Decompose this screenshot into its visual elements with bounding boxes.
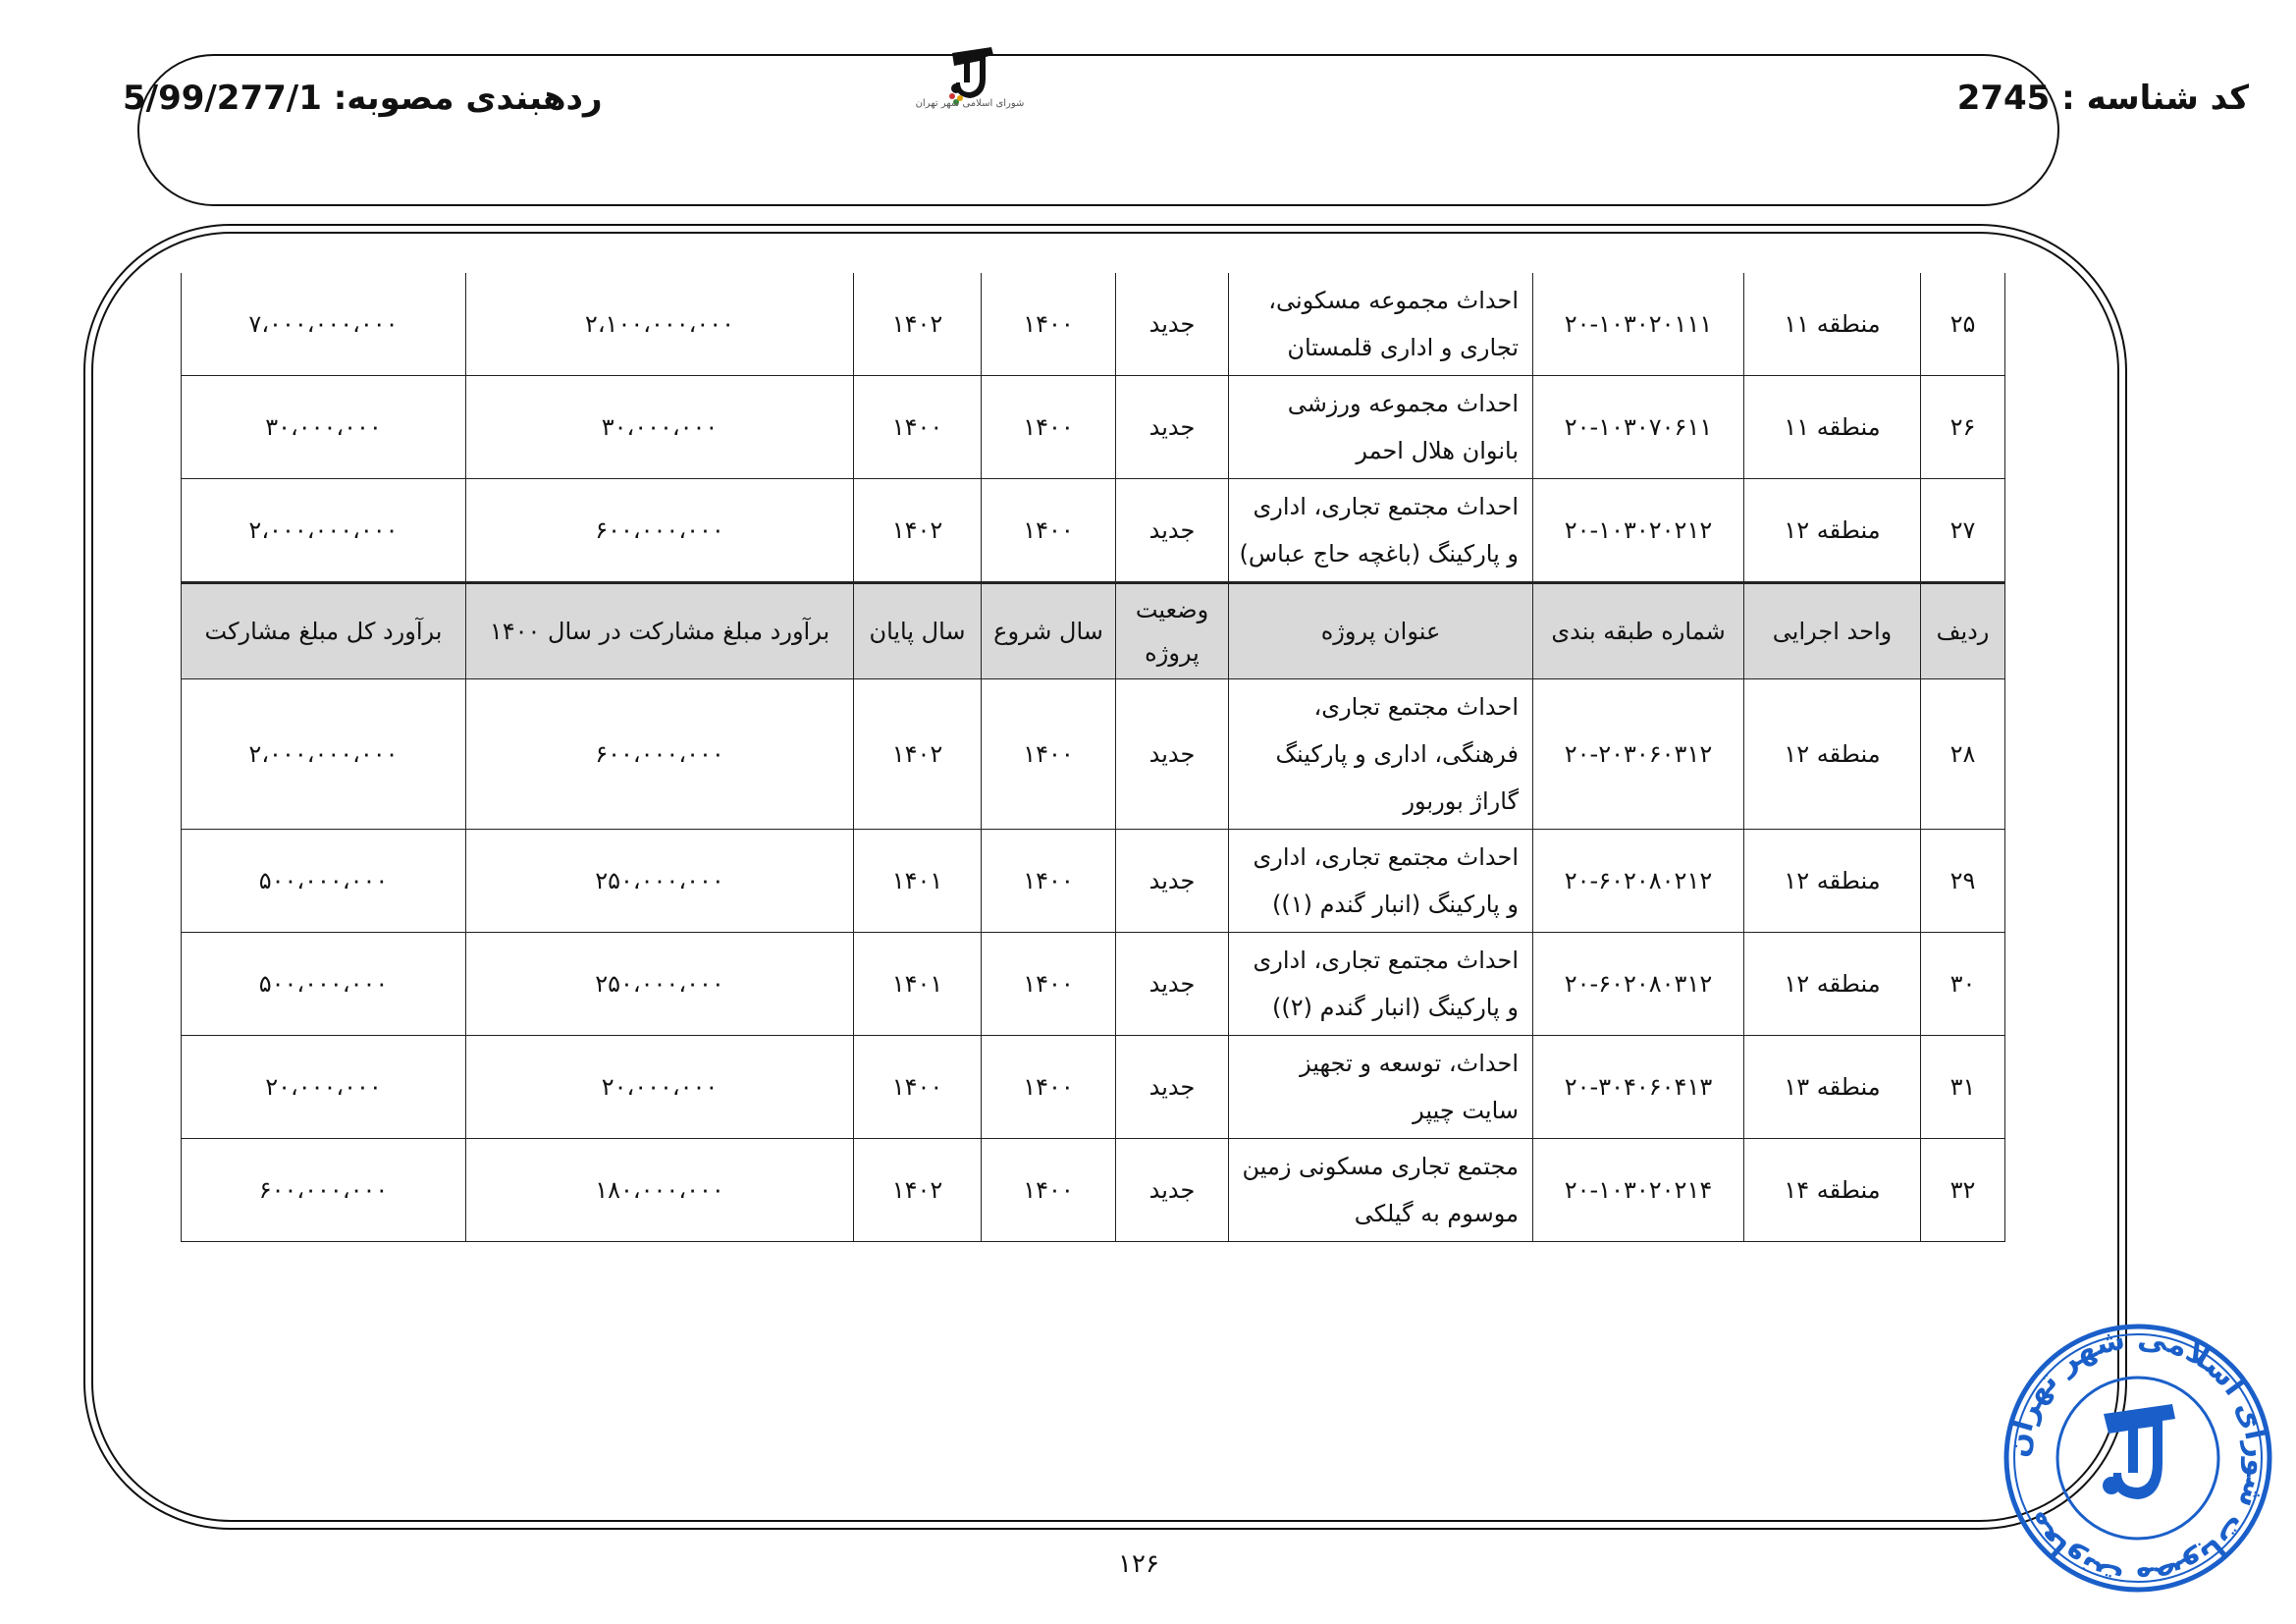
cell-amount-1400: ۲۵۰،۰۰۰،۰۰۰ bbox=[466, 933, 854, 1036]
cell-end: ۱۴۰۲ bbox=[854, 479, 982, 583]
cell-end: ۱۴۰۰ bbox=[854, 1036, 982, 1139]
cell-amount-1400: ۶۰۰،۰۰۰،۰۰۰ bbox=[466, 679, 854, 830]
cell-amount-1400: ۶۰۰،۰۰۰،۰۰۰ bbox=[466, 479, 854, 583]
cell-row: ۲۷ bbox=[1921, 479, 2005, 583]
cell-status: جدید bbox=[1116, 273, 1229, 376]
cell-code: ۲۰-۶۰۲۰۸۰۲۱۲ bbox=[1533, 830, 1744, 933]
cell-amount-1400: ۱۸۰،۰۰۰،۰۰۰ bbox=[466, 1139, 854, 1242]
page-number: ۱۲۶ bbox=[1118, 1549, 1159, 1579]
cell-amount-1400: ۲،۱۰۰،۰۰۰،۰۰۰ bbox=[466, 273, 854, 376]
cell-row: ۲۶ bbox=[1921, 376, 2005, 479]
cell-start: ۱۴۰۰ bbox=[982, 830, 1116, 933]
cell-total: ۲،۰۰۰،۰۰۰،۰۰۰ bbox=[182, 479, 466, 583]
cell-code: ۲۰-۱۰۳۰۲۰۲۱۴ bbox=[1533, 1139, 1744, 1242]
cell-end: ۱۴۰۰ bbox=[854, 376, 982, 479]
cell-status: جدید bbox=[1116, 1036, 1229, 1139]
cell-total: ۳۰،۰۰۰،۰۰۰ bbox=[182, 376, 466, 479]
cell-status: جدید bbox=[1116, 479, 1229, 583]
header-frame bbox=[137, 54, 2059, 206]
projects-table bbox=[181, 273, 2005, 1242]
table-row bbox=[182, 1036, 2005, 1139]
cell-status: جدید bbox=[1116, 933, 1229, 1036]
logo-caption: شورای اسلامی شهر تهران bbox=[915, 98, 1025, 109]
cell-start: ۱۴۰۰ bbox=[982, 376, 1116, 479]
table-row bbox=[182, 933, 2005, 1036]
col-header-title: عنوان پروژه bbox=[1229, 583, 1533, 679]
cell-title: احداث مجتمع تجاری، اداری و پارکینگ (انبار گندم (۱)) bbox=[1229, 830, 1533, 933]
cell-title: احداث مجموعه ورزشی بانوان هلال احمر bbox=[1229, 376, 1533, 479]
cell-unit: منطقه ۱۲ bbox=[1744, 933, 1921, 1036]
cell-start: ۱۴۰۰ bbox=[982, 273, 1116, 376]
stamp-text: معاونت مصوبات شورای اسلامی شهر تهران bbox=[2001, 1321, 2275, 1596]
cell-total: ۵۰۰،۰۰۰،۰۰۰ bbox=[182, 933, 466, 1036]
cell-unit: منطقه ۱۱ bbox=[1744, 273, 1921, 376]
cell-total: ۷،۰۰۰،۰۰۰،۰۰۰ bbox=[182, 273, 466, 376]
cell-row: ۲۸ bbox=[1921, 679, 2005, 830]
col-header-row: ردیف bbox=[1921, 583, 2005, 679]
col-header-total: برآورد کل مبلغ مشارکت bbox=[182, 583, 466, 679]
cell-code: ۲۰-۲۰۳۰۶۰۳۱۲ bbox=[1533, 679, 1744, 830]
col-header-amount-1400: برآورد مبلغ مشارکت در سال ۱۴۰۰ bbox=[466, 583, 854, 679]
cell-status: جدید bbox=[1116, 830, 1229, 933]
cell-start: ۱۴۰۰ bbox=[982, 479, 1116, 583]
cell-code: ۲۰-۱۰۳۰۲۰۱۱۱ bbox=[1533, 273, 1744, 376]
cell-end: ۱۴۰۲ bbox=[854, 1139, 982, 1242]
cell-title: احداث مجموعه مسکونی، تجاری و اداری قلمستان bbox=[1229, 273, 1533, 376]
col-header-end: سال پایان bbox=[854, 583, 982, 679]
cell-start: ۱۴۰۰ bbox=[982, 679, 1116, 830]
cell-end: ۱۴۰۲ bbox=[854, 679, 982, 830]
cell-unit: منطقه ۱۲ bbox=[1744, 679, 1921, 830]
cell-amount-1400: ۳۰،۰۰۰،۰۰۰ bbox=[466, 376, 854, 479]
cell-row: ۲۹ bbox=[1921, 830, 2005, 933]
cell-end: ۱۴۰۲ bbox=[854, 273, 982, 376]
cell-end: ۱۴۰۱ bbox=[854, 933, 982, 1036]
cell-unit: منطقه ۱۲ bbox=[1744, 479, 1921, 583]
col-header-code: شماره طبقه بندی bbox=[1533, 583, 1744, 679]
cell-status: جدید bbox=[1116, 679, 1229, 830]
cell-unit: منطقه ۱۴ bbox=[1744, 1139, 1921, 1242]
cell-row: ۳۲ bbox=[1921, 1139, 2005, 1242]
cell-title: احداث مجتمع تجاری، اداری و پارکینگ (انبار گندم (۲)) bbox=[1229, 933, 1533, 1036]
cell-unit: منطقه ۱۲ bbox=[1744, 830, 1921, 933]
council-stamp bbox=[2001, 1321, 2275, 1596]
cell-unit: منطقه ۱۳ bbox=[1744, 1036, 1921, 1139]
cell-code: ۲۰-۳۰۴۰۶۰۴۱۳ bbox=[1533, 1036, 1744, 1139]
table-row bbox=[182, 376, 2005, 479]
col-header-status: وضعیت پروژه bbox=[1116, 583, 1229, 679]
cell-amount-1400: ۲۵۰،۰۰۰،۰۰۰ bbox=[466, 830, 854, 933]
col-header-unit: واحد اجرایی bbox=[1744, 583, 1921, 679]
cell-row: ۳۱ bbox=[1921, 1036, 2005, 1139]
cell-title: احداث مجتمع تجاری، اداری و پارکینگ (باغچه حاج عباس) bbox=[1229, 479, 1533, 583]
cell-total: ۲،۰۰۰،۰۰۰،۰۰۰ bbox=[182, 679, 466, 830]
table-row bbox=[182, 273, 2005, 376]
cell-code: ۲۰-۱۰۳۰۲۰۲۱۲ bbox=[1533, 479, 1744, 583]
cell-unit: منطقه ۱۱ bbox=[1744, 376, 1921, 479]
table-row bbox=[182, 830, 2005, 933]
cell-row: ۳۰ bbox=[1921, 933, 2005, 1036]
cell-code: ۲۰-۱۰۳۰۷۰۶۱۱ bbox=[1533, 376, 1744, 479]
code-id: کد شناسه : 2745 bbox=[1956, 79, 2249, 118]
cell-end: ۱۴۰۱ bbox=[854, 830, 982, 933]
cell-title: احداث مجتمع تجاری، فرهنگی، اداری و پارکینگ گاراژ بوربور bbox=[1229, 679, 1533, 830]
classification-number: ردهبندی مصوبه: 5/99/277/1 bbox=[123, 79, 603, 118]
cell-start: ۱۴۰۰ bbox=[982, 933, 1116, 1036]
table-row bbox=[182, 479, 2005, 583]
cell-total: ۵۰۰،۰۰۰،۰۰۰ bbox=[182, 830, 466, 933]
table-row bbox=[182, 1139, 2005, 1242]
cell-status: جدید bbox=[1116, 1139, 1229, 1242]
cell-total: ۶۰۰،۰۰۰،۰۰۰ bbox=[182, 1139, 466, 1242]
table-row bbox=[182, 679, 2005, 830]
cell-start: ۱۴۰۰ bbox=[982, 1036, 1116, 1139]
cell-row: ۲۵ bbox=[1921, 273, 2005, 376]
cell-amount-1400: ۲۰،۰۰۰،۰۰۰ bbox=[466, 1036, 854, 1139]
cell-code: ۲۰-۶۰۲۰۸۰۳۱۲ bbox=[1533, 933, 1744, 1036]
cell-title: مجتمع تجاری مسکونی زمین موسوم به گیلکی bbox=[1229, 1139, 1533, 1242]
cell-status: جدید bbox=[1116, 376, 1229, 479]
col-header-start: سال شروع bbox=[982, 583, 1116, 679]
cell-total: ۲۰،۰۰۰،۰۰۰ bbox=[182, 1036, 466, 1139]
cell-start: ۱۴۰۰ bbox=[982, 1139, 1116, 1242]
table-header-row bbox=[182, 583, 2005, 679]
cell-title: احداث، توسعه و تجهیز سایت چیپر bbox=[1229, 1036, 1533, 1139]
